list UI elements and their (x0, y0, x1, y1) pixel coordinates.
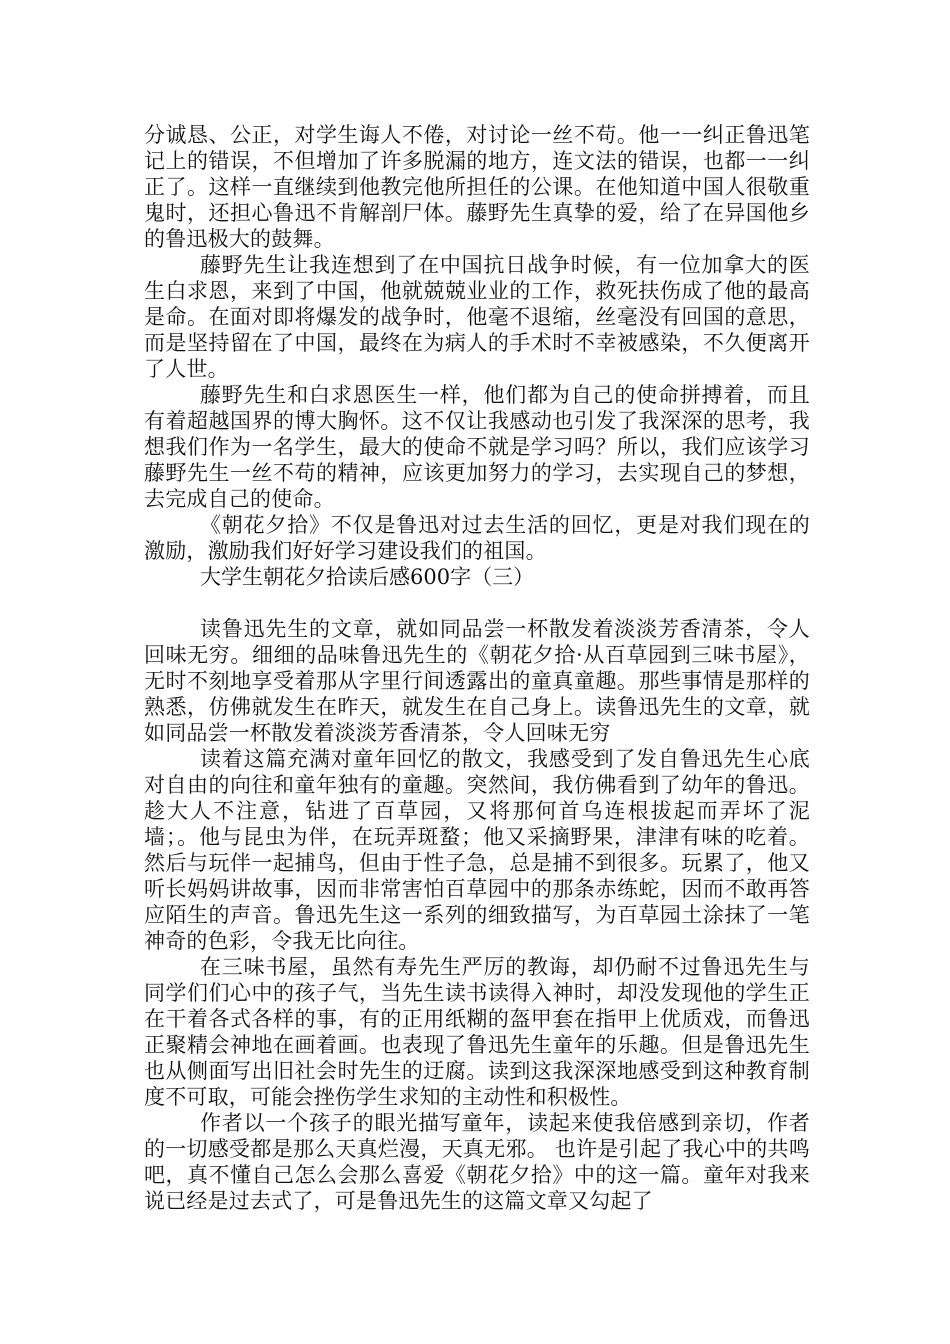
blank-line (144, 590, 810, 616)
paragraph-tea: 读鲁迅先生的文章，就如同品尝一杯散发着淡淡芳香清茶，令人回味无穷。细细的品味鲁迅先生的《朝花夕拾·从百草园到三味书屋》，无时不刻地享受着那从字里行间透露出的童真童趣。那些事情是那样的熟悉，仿佛就发生在昨天，就发生在自己身上。读鲁迅先生的文章，就如同品尝一杯散发着淡淡芳香清茶，令人回味无穷 (144, 617, 810, 745)
paragraph-inspiration: 《朝花夕拾》不仅是鲁迅对过去生活的回忆，更是对我们现在的激励，激励我们好好学习建设我们的祖国。 (144, 513, 810, 563)
document-body (144, 122, 810, 1214)
paragraph-continuation: 分诚恳、公正，对学生诲人不倦，对讨论一丝不苟。他一一纠正鲁迅笔记上的错误，不但增加了许多脱漏的地方，连文法的错误，也都一一纠正了。这样一直继续到他教完他所担任的公课。在他知道中国人很敬重鬼时，还担心鲁迅不肯解剖尸体。藤野先生真挚的爱，给了在异国他乡的鲁迅极大的鼓舞。 (144, 123, 810, 251)
paragraph-bethune: 藤野先生让我连想到了在中国抗日战争时候，有一位加拿大的医生白求恩，来到了中国，他就兢兢业业的工作，救死扶伤成了他的最高是命。在面对即将爆发的战争时，他毫不退缩，丝毫没有回国的意思，而是坚持留在了中国，最终在为病人的手术时不幸被感染，不久便离开了人世。 (144, 253, 810, 381)
paragraph-mission: 藤野先生和白求恩医生一样，他们都为自己的使命拼搏着，而且有着超越国界的博大胸怀。这不仅让我感动也引发了我深深的思考，我想我们作为一名学生，最大的使命不就是学习吗？所以，我们应该学习藤野先生一丝不苟的精神，应该更加努力的学习，去实现自己的梦想，去完成自己的使命。 (144, 383, 810, 511)
paragraph-childhood: 作者以一个孩子的眼光描写童年，读起来使我倍感到亲切，作者的一切感受都是那么天真烂漫，天真无邪。 也许是引起了我心中的共鸣吧，真不懂自己怎么会那么喜爱《朝花夕拾》中的这一篇。童年对我来说已经是过去式了，可是鲁迅先生的这篇文章又勾起了 (144, 1111, 810, 1213)
section-heading: 大学生朝花夕拾读后感600字（三） (200, 565, 535, 589)
paragraph-sanweishuwu: 在三味书屋，虽然有寿先生严厉的教诲，却仍耐不过鲁迅先生与同学们们心中的孩子气，当先生读书读得入神时，却没发现他的学生正在干着各式各样的事，有的正用纸糊的盔甲套在指甲上优质戏，而鲁迅正聚精会神地在画着画。也表现了鲁迅先生童年的乐趣。但是鲁迅先生也从侧面写出旧社会时先生的迂腐。读到这我深深地感受到这种教育制度不可取，可能会挫伤学生求知的主动性和积极性。 (144, 955, 810, 1109)
paragraph-baicaoyuan: 读着这篇充满对童年回忆的散文，我感受到了发自鲁迅先生心底对自由的向往和童年独有的童趣。突然间，我仿佛看到了幼年的鲁迅。趁大人不注意，钻进了百草园，又将那何首乌连根拔起而弄坏了泥墙；。他与昆虫为伴，在玩弄斑蝥；他又采摘野果，津津有味的吃着。然后与玩伴一起捕鸟，但由于性子急，总是捕不到很多。玩累了，他又听长妈妈讲故事，因而非常害怕百草园中的那条赤练蛇，因而不敢再答应陌生的声音。鲁迅先生这一系列的细致描写，为百草园土涂抹了一笔神奇的色彩，令我无比向往。 (144, 747, 810, 953)
